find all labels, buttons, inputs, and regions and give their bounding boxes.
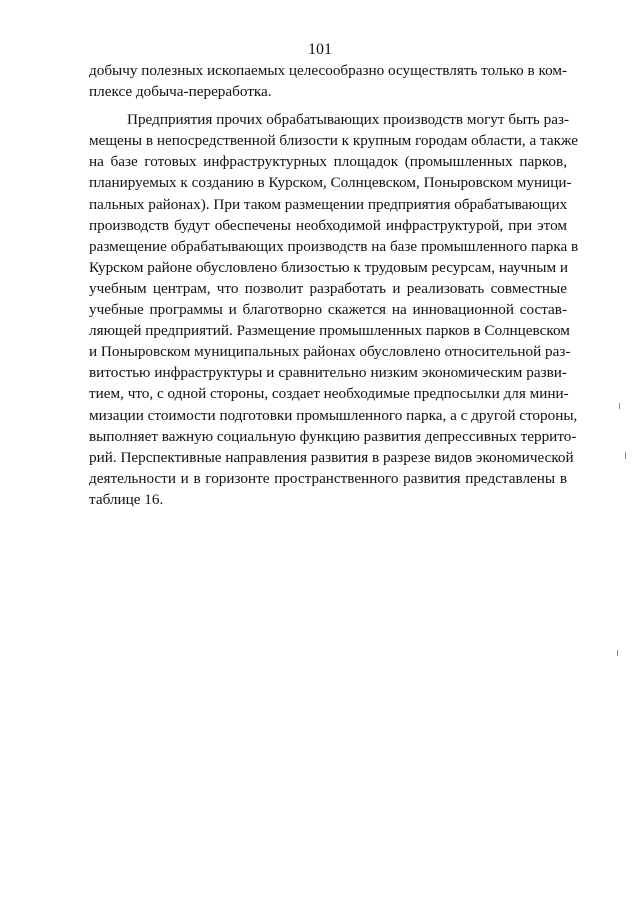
body-text bbox=[89, 60, 579, 510]
text-line: тием, что, с одной стороны, создает необходимые предпосылки для мини- bbox=[89, 385, 569, 403]
text-line: на базе готовых инфраструктурных площадок (промышленных парков, bbox=[89, 153, 567, 171]
text-line: выполняет важную социальную функцию развития депрессивных террито- bbox=[89, 427, 577, 445]
text-line: плексе добыча-переработка. bbox=[89, 83, 272, 101]
text-line: таблице 16. bbox=[89, 490, 164, 508]
text-line: пальных районах). При таком размещении предприятия обрабатывающих bbox=[89, 195, 568, 213]
text-line: рий. Перспективные направления развития в разрезе видов экономической bbox=[89, 448, 574, 466]
text-line: мизации стоимости подготовки промышленного парка, а с другой стороны, bbox=[89, 406, 578, 424]
text-line: Курском районе обусловлено близостью к трудовым ресурсам, научным и bbox=[89, 258, 569, 276]
text-line: деятельности и в горизонте пространственного развития представлены в bbox=[89, 469, 567, 487]
text-line: добычу полезных ископаемых целесообразно осуществлять только в ком- bbox=[89, 62, 568, 79]
page-number: 101 bbox=[308, 41, 332, 58]
scan-mark bbox=[617, 650, 618, 656]
scan-mark bbox=[619, 403, 620, 409]
text-line: учебные программы и благотворно скажется на инновационной состав- bbox=[89, 301, 567, 319]
text-line: производств будут обеспечены необходимой инфраструктурой, при этом bbox=[89, 216, 567, 234]
paragraph-1 bbox=[89, 60, 567, 102]
text-line: планируемых к созданию в Курском, Солнцевском, Поныровском муници- bbox=[89, 174, 572, 192]
text-line: Предприятия прочих обрабатывающих производств могут быть раз- bbox=[127, 111, 570, 129]
text-line: мещены в непосредственной близости к крупным городам области, а также bbox=[89, 132, 579, 150]
paragraph-gap bbox=[89, 102, 567, 109]
text-line: размещение обрабатывающих производств на базе промышленного парка в bbox=[89, 237, 579, 255]
text-line: учебным центрам, что позволит разработать и реализовать совместные bbox=[89, 279, 567, 297]
scan-mark bbox=[625, 452, 626, 459]
text-line: ляющей предприятий. Размещение промышленных парков в Солнцевском bbox=[89, 322, 570, 340]
text-line: витостью инфраструктуры и сравнительно низким экономическим разви- bbox=[89, 364, 567, 382]
text-line: и Поныровском муниципальных районах обусловлено относительной раз- bbox=[89, 343, 571, 361]
paragraph-2 bbox=[89, 109, 579, 510]
